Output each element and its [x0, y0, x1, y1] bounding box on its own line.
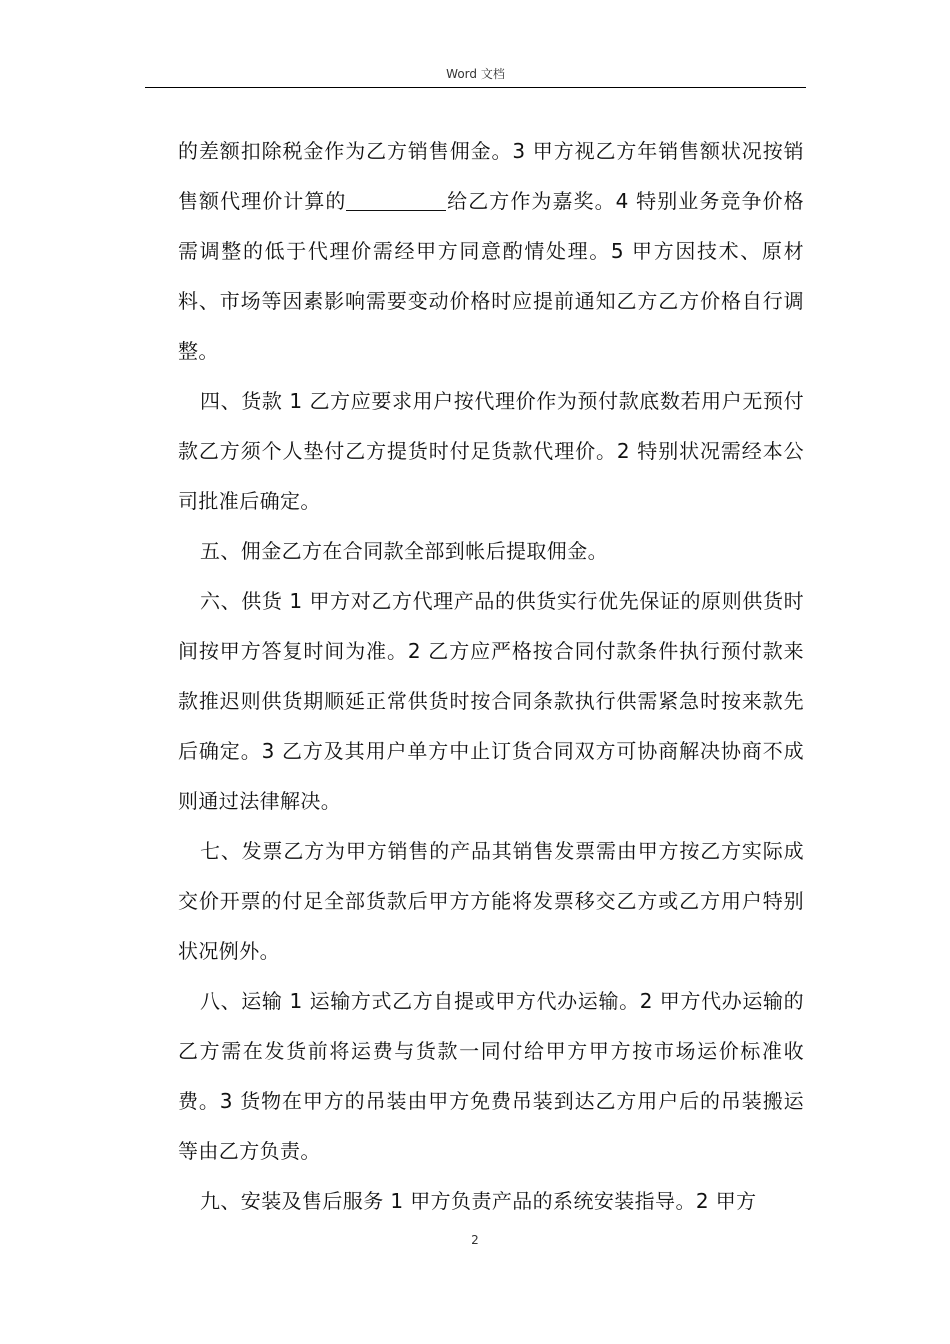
header-rule	[145, 87, 806, 88]
paragraph-text: 的差额扣除税金作为乙方销售佣金。3 甲方视乙方年销售额状况按销售额代理价计算的	[178, 139, 804, 213]
paragraph-invoice: 七、发票乙方为甲方销售的产品其销售发票需由甲方按乙方实际成交价开票的付足全部货款后甲方方能将发票移交乙方或乙方用户特别状况例外。	[178, 839, 804, 963]
paragraph-installation: 九、安装及售后服务 1 甲方负责产品的系统安装指导。2 甲方	[200, 1189, 757, 1213]
page-header: Word 文档	[446, 67, 505, 81]
paragraph-transport: 八、运输 1 运输方式乙方自提或甲方代办运输。2 甲方代办运输的乙方需在发货前将运费与货款一同付给甲方甲方按市场运价标准收费。3 货物在甲方的吊装由甲方免费吊装到达乙方用户后的吊装搬运等由乙方负责。	[178, 989, 804, 1163]
paragraph-payment: 四、货款 1 乙方应要求用户按代理价作为预付款底数若用户无预付款乙方须个人垫付乙方提货时付足货款代理价。2 特别状况需经本公司批准后确定。	[178, 389, 804, 513]
paragraph-commission: 五、佣金乙方在合同款全部到帐后提取佣金。	[200, 539, 608, 563]
paragraph-continuation	[178, 126, 804, 376]
paragraph-text: 给乙方作为嘉奖。4 特别业务竞争价格需调整的低于代理价需经甲方同意酌情处理。5 甲方因技术、原材料、市场等因素影响需要变动价格时应提前通知乙方乙方价格自行调整。	[178, 189, 804, 363]
paragraph-supply: 六、供货 1 甲方对乙方代理产品的供货实行优先保证的原则供货时间按甲方答复时间为准。2 乙方应严格按合同付款条件执行预付款来款推迟则供货期顺延正常供货时按合同条款执行供需紧急时按来款先后确定。3 乙方及其用户单方中止订货合同双方可协商解决协商不成则通过法律解决。	[178, 589, 804, 813]
fill-in-blank	[346, 190, 446, 211]
page-number: 2	[471, 1233, 479, 1247]
document-body	[178, 126, 804, 1226]
